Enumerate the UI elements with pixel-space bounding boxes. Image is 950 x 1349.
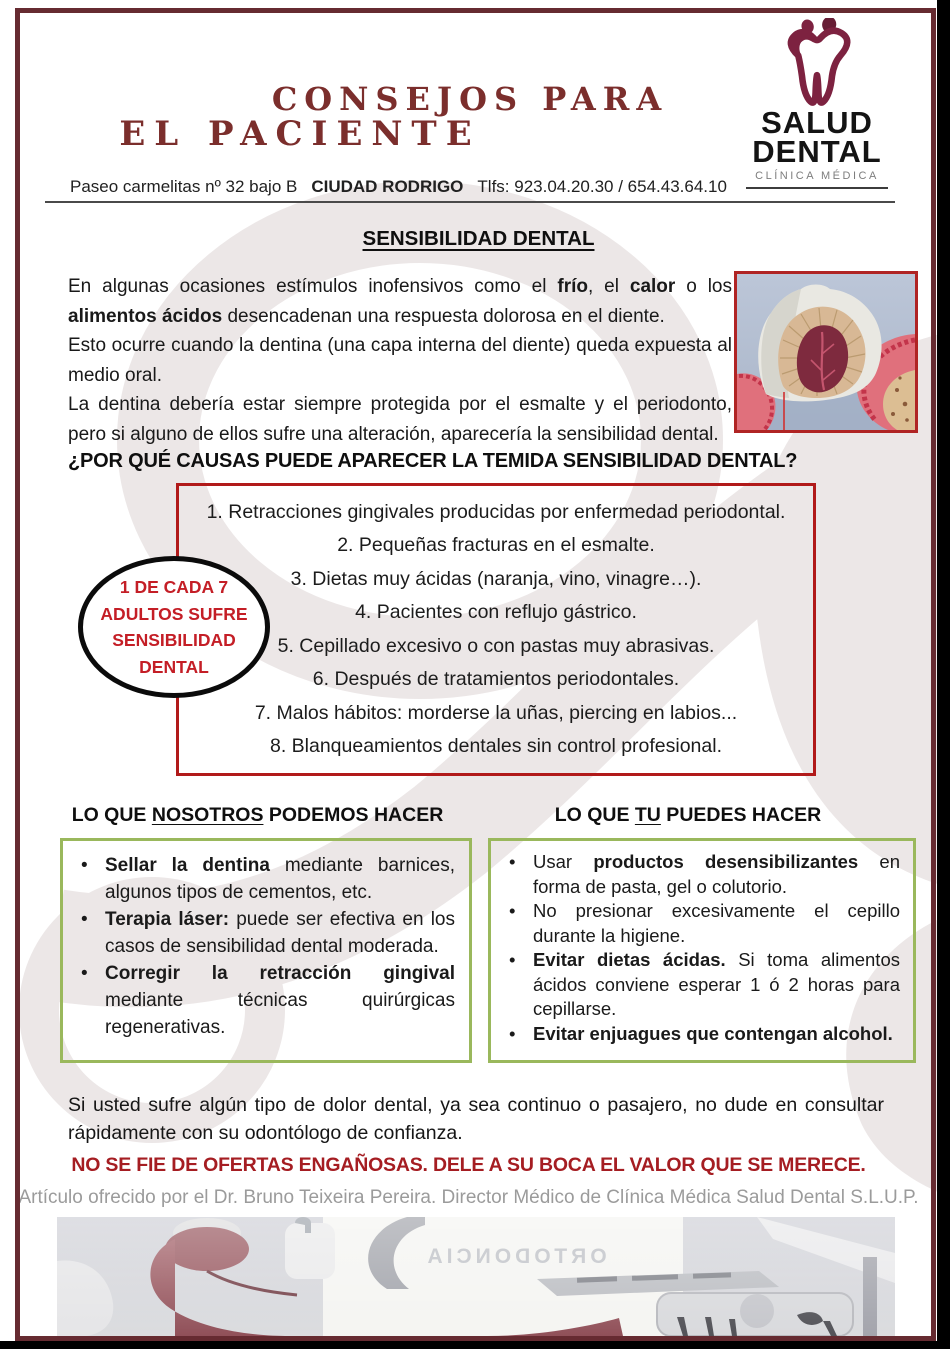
advice-paragraph: Si usted sufre algún tipo de dolor dental, ya sea continuo o pasajero, no dude en consultar rápidamente con su odontólogo de confianza. (68, 1094, 884, 1144)
tooth-crosssection-image (734, 271, 918, 433)
bullet-item: • Usar productos desensibilizantes en forma de pasta, gel o colutorio. (533, 850, 900, 899)
stat-badge-line: DENTAL (139, 656, 209, 677)
phones-text: Tlfs: 923.04.20.30 / 654.43.64.10 (477, 177, 727, 196)
logo-tagline: CLÍNICA MÉDICA (746, 170, 888, 189)
causes-heading: ¿POR QUÉ CAUSAS PUEDE APARECER LA TEMIDA SENSIBILIDAD DENTAL? (68, 450, 798, 472)
section-title: SENSIBILIDAD DENTAL (362, 227, 595, 250)
intro-paragraph-1: En algunas ocasiones estímulos inofensivos como el frío, el calor o los alimentos ácidos desencadenan una respuesta dolorosa en el diente. (68, 276, 732, 327)
cause-item: 4. Pacientes con reflujo gástrico. (355, 601, 637, 624)
clinic-logo (746, 18, 888, 189)
causes-box (176, 483, 816, 776)
cause-item: 6. Después de tratamientos periodontales. (312, 668, 680, 691)
logo-name-line2: DENTAL (752, 134, 882, 169)
credit-text: Artículo ofrecido por el Dr. Bruno Teixeira Pereira. Director Médico de Clínica Médica Salud Dental S.L.U.P. (18, 1187, 919, 1208)
cause-item: 1. Retracciones gingivales producidas por enfermedad periodontal. (206, 500, 786, 523)
bullet-item: • Corregir la retracción gingival mediante técnicas quirúrgicas regenerativas. (105, 960, 455, 1041)
bullet-item: • Evitar dietas ácidas. Si toma alimentos ácidos conviene esperar 1 ó 2 horas para cepillarse. (533, 948, 900, 1022)
stat-badge (78, 556, 270, 698)
stat-badge-line: SENSIBILIDAD (112, 630, 236, 650)
intro-paragraphs (68, 272, 732, 449)
selfcare-box (488, 838, 916, 1063)
leaflet-title-line1: CONSEJOS PARA (271, 80, 669, 118)
warning-text: NO SE FIE DE OFERTAS ENGAÑOSAS. DELE A SU BOCA EL VALOR QUE SE MERECE. (71, 1154, 866, 1176)
cause-item: 8. Blanqueamientos dentales sin control profesional. (269, 735, 723, 758)
bullet-item: • Evitar enjuagues que contengan alcohol. (533, 1022, 900, 1047)
bullet-item: • No presionar excesivamente el cepillo durante la higiene. (533, 899, 900, 948)
cause-item: 2. Pequeñas fracturas en el esmalte. (337, 534, 655, 557)
treatments-box (60, 838, 472, 1063)
stat-badge-line: ADULTOS SUFRE (100, 603, 248, 624)
intro-paragraph-3: La dentina debería estar siempre protegida por el esmalte y el periodonto, pero si alguno de ellos sufre una alteración, aparecería la sensibilidad dental. (68, 394, 732, 445)
clinic-address-line (70, 177, 770, 197)
stat-badge-line: 1 DE CADA 7 (119, 577, 229, 597)
cause-item: 3. Dietas muy ácidas (naranja, vino, vinagre…). (290, 567, 702, 590)
header-separator (45, 201, 895, 203)
city-text: CIUDAD RODRIGO (311, 177, 464, 196)
address-text: Paseo carmelitas nº 32 bajo B (70, 177, 298, 196)
column-heading-patient: LO QUE TU PUEDES HACER (554, 804, 822, 826)
intro-paragraph-2: Esto ocurre cuando la dentina (una capa interna del diente) queda expuesta al medio oral. (68, 335, 732, 386)
logo-name-line1: SALUD (761, 105, 873, 140)
window-mirrored-text: ORTODONCIA (423, 1245, 607, 1268)
cause-item: 7. Malos hábitos: morderse la uñas, piercing en labios... (254, 701, 738, 724)
clinic-photo (57, 1217, 895, 1336)
bullet-item: • Sellar la dentina mediante barnices, algunos tipos de cementos, etc. (105, 852, 455, 906)
tooth-logo-icon (769, 18, 865, 108)
bullet-item: • Terapia láser: puede ser efectiva en los casos de sensibilidad dental moderada. (105, 906, 455, 960)
column-heading-clinic: LO QUE NOSOTROS PODEMOS HACER (71, 804, 444, 826)
cause-item: 5. Cepillado excesivo o con pastas muy abrasivas. (277, 634, 715, 657)
leaflet-title-line2: EL PACIENTE (119, 114, 481, 154)
